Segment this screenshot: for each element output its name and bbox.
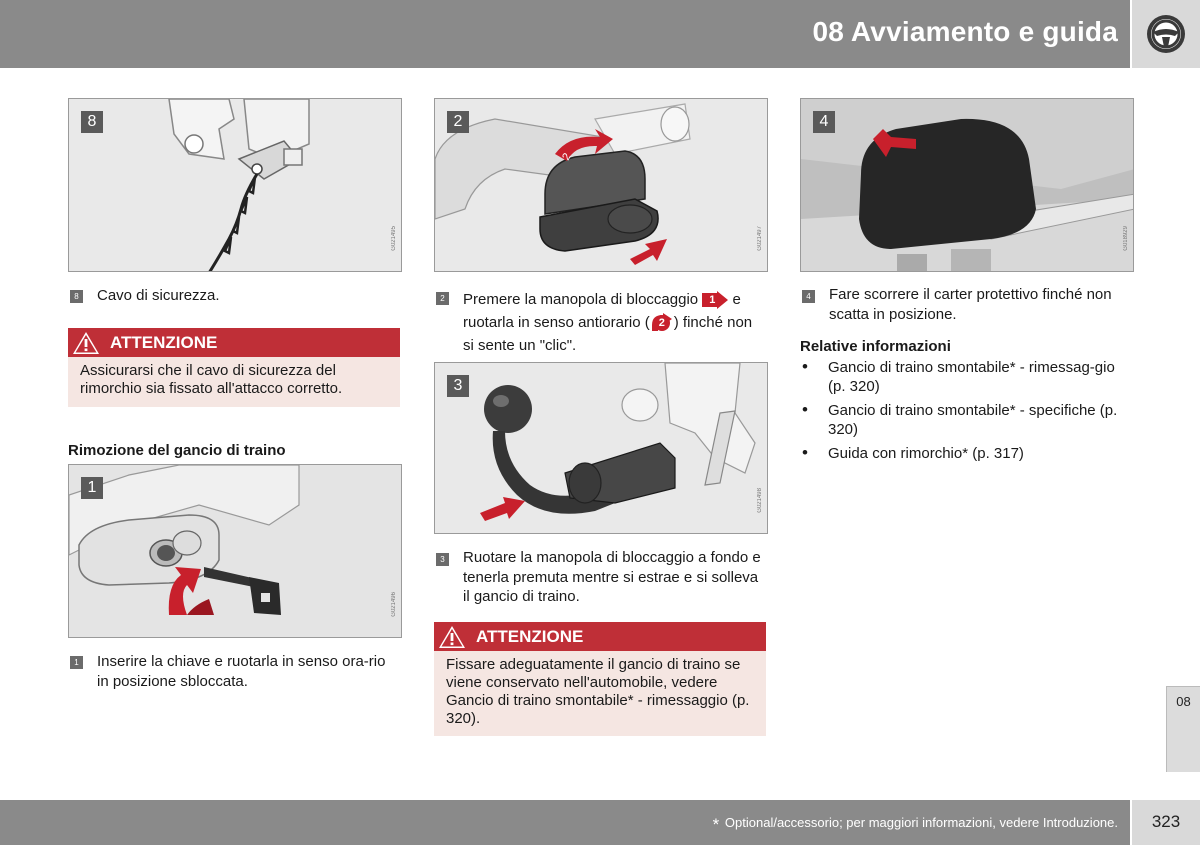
related-link[interactable]: • Guida con rimorchio* (p. 317) [800, 444, 1130, 463]
page-number: 323 [1151, 812, 1181, 831]
svg-text:2: 2 [560, 151, 574, 163]
figure-number-badge: 2 [447, 111, 469, 133]
figure-code: G021498 [757, 488, 763, 513]
warning-triangle-icon [72, 331, 100, 355]
figure-insert-key [68, 464, 402, 638]
warning-body: Assicurarsi che il cavo di sicurezza del rimorchio sia fissato all'attacco corretto. [68, 357, 400, 407]
section-heading: Rimozione del gancio di traino [68, 442, 286, 459]
step-one-marker [702, 291, 728, 309]
related-link[interactable]: • Gancio di traino smontabile* - specifiche (p. 320) [800, 401, 1130, 439]
figure-press-knob [434, 98, 768, 272]
footer-bar [0, 800, 1130, 845]
figure-code: G018929 [1123, 226, 1129, 251]
caption-insert-key: Inserire la chiave e ruotarla in senso ora-rio in posizione sbloccata. [97, 653, 386, 690]
warning-header [68, 328, 400, 357]
page-number-box [1132, 800, 1200, 845]
figure-number-badge: 1 [81, 477, 103, 499]
footer-note [713, 815, 1118, 835]
figure-code: G021496 [391, 592, 397, 617]
figure-number-badge: 8 [81, 111, 103, 133]
warning-header [434, 622, 766, 651]
related-link[interactable]: • Gancio di traino smontabile* - rimessag-gio (p. 320) [800, 358, 1130, 396]
caption-step-badge: 2 [436, 292, 449, 305]
caption-safety-cable: Cavo di sicurezza. [97, 287, 220, 304]
figure-code: G021497 [757, 226, 763, 251]
figure-code: G021495 [391, 226, 397, 251]
warning-title: ATTENZIONE [476, 626, 584, 646]
chapter-side-tab: 08 [1166, 686, 1200, 772]
chapter-title: 08 Avviamento e guida [812, 16, 1118, 47]
caption-remove-hook: Ruotare la manopola di bloccaggio a fondo e tenerla premuta mentre si estrae e si solleva il gancio di traino. [463, 549, 761, 605]
steering-wheel-icon [1145, 13, 1187, 55]
warning-body: Fissare adeguatamente il gancio di traino se viene conservato nell'automobile, vedere Gancio di traino smontabile* - rimessaggio (p. 320). [434, 651, 766, 736]
warning-triangle-icon [438, 625, 466, 649]
figure-number-badge: 4 [813, 111, 835, 133]
warning-title: ATTENZIONE [110, 332, 218, 352]
caption-step-badge: 3 [436, 553, 449, 566]
figure-safety-cable [68, 98, 402, 272]
related-info-heading: Relative informazioni [800, 338, 951, 355]
caption-press-knob [463, 288, 763, 357]
figure-number-badge: 3 [447, 375, 469, 397]
step-one-number: 1 [709, 293, 716, 306]
caption-step-badge: 1 [70, 656, 83, 669]
chapter-icon-box [1132, 0, 1200, 68]
figure-remove-hook [434, 362, 768, 534]
step-two-marker [650, 313, 674, 333]
related-info-list [800, 358, 1130, 468]
caption-slide-cover: Fare scorrere il carter protettivo finché non scatta in posizione. [829, 286, 1112, 323]
caption-step-badge: 4 [802, 290, 815, 303]
footnote-text: Optional/accessorio; per maggiori informazioni, vedere Introduzione. [724, 815, 1118, 830]
caption-text: Premere la manopola di bloccaggio [463, 291, 699, 308]
header-bar [0, 0, 1130, 68]
footnote-star: * [712, 815, 720, 834]
figure-slide-cover [800, 98, 1134, 272]
caption-text: ) finché non si sente un "clic". [463, 314, 753, 354]
caption-step-badge: 8 [70, 290, 83, 303]
step-two-number: 2 [658, 316, 665, 329]
caption-text: e ruotarla in senso antiorario ( [463, 291, 741, 331]
